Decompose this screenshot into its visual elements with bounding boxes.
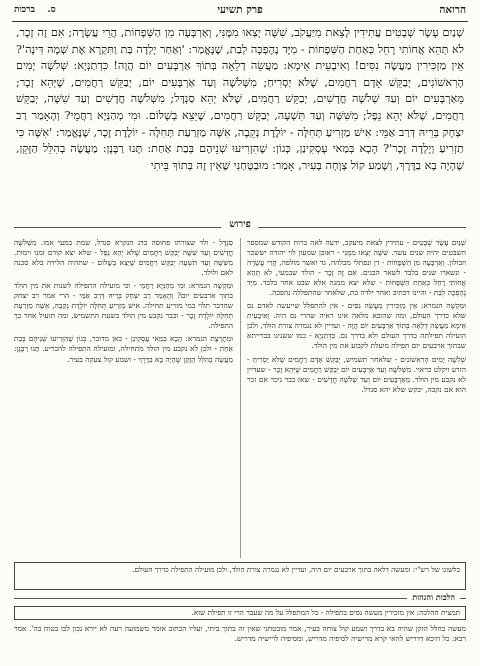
commentary-column-right (247, 238, 466, 560)
hagaha-text: מעשה בהלל הזקן שהיה בא בדרך ושמע קול צוחה בעיר, אמר מובטחני שאין זה בתוך ביתי, ועליו הכתוב אומר משמועה רעה לא יירא נכון לבו בטוח בה'. אמר רבא: כל היכא דדריש להאי קרא מרישיה לסיפיה מדריש, ומסיפיה לרישיה מדריש. (14, 624, 466, 643)
hagaha-header (14, 592, 466, 605)
commentary-divider (14, 219, 466, 235)
commentary-paragraph: שְׁנַיִם עָשָׂר שְׁבָטִים - עתידין לצאת מיעקב, ידעה לאה ברוח הקודש שמספר השבטים יהיה שנים עשר. שִׁשָּׁה יָצְאוּ מִמֶּנִּי - ראובן שמעון לוי יהודה יששכר וזבולון. וְאַרְבָּעָה מִן הַשְּׁפָחוֹת - דן ונפתלי מבלהה, גד ואשר מזלפה, הֲרֵי עֲשָׂרָה - ונשארו שנים בלבד לשאר הבנים. אִם זֶה זָכָר - הולד שבמעי, לֹא תְּהֵא אֲחוֹתִי רָחֵל כְּאַחַת הַשְּׁפָחוֹת - שלא יצא ממנה אלא שבט אחד בלבד. מִיָּד נֶהֶפְכָה לְבַת - והיינו דכתיב ואחר ילדה בת, שלאחר שהתפללה נהפכה. (247, 238, 466, 298)
header-rule (12, 21, 468, 22)
commentary-paragraph: וּמַקְשֶׁה הגמרא: אֵין מַזְכִּירִין מַעֲשֵׂה נִסִּים - אין להתפלל שייעשה לאדם נס שלא כדרך העולם, ומה שהובא מלאה אינו ראיה שהרי נס היה. וְאִיבָעֵית אֵימָא מַעֲשֵׂה דְלֵאָה בְּתוֹךְ אַרְבָּעִים יוֹם הֲוָה - ועדיין לא נגמרה צורת הולד, ולכן הועילה תפילתה כדרך העולם ולא בדרך נס. כִּדְתַנְיָא - כמו ששנינו בברייתא שבתוך ארבעים יום תפילה מועלת לקבוע את מין הולד. (247, 301, 466, 351)
main-text: שְׁנַיִם עָשָׂר שְׁבָטִים עֲתִידִין לָצֵאת מִיַּעֲקֹב, שִׁשָּׁה יָצְאוּ מִמֶּנִּי, וְאַרְבָּעָה מִן הַשְּׁפָחוֹת, הֲרֵי עֲשָׂרָה; אִם זֶה זָכָר, לֹא תְּהֵא אֲחוֹתִי רָחֵל כְּאַחַת הַשְּׁפָחוֹת - מִיָּד נֶהֶפְכָה לְבַת, שֶׁנֶּאֱמַר: 'וְאַחַר יָלְדָה בַּת וַתִּקְרָא אֶת שְׁמָהּ דִּינָה'? אֵין מַזְכִּירִין מַעֲשֶׂה נִסִּים! וְאִיבָעֵית אֵימָא: מַעֲשֵׂה דְלֵאָה בְּתוֹךְ אַרְבָּעִים יוֹם הֲוָה! כִּדְתַנְיָא: שְׁלֹשָׁה יָמִים הָרִאשׁוֹנִים, יְבַקֵּשׁ אָדָם רַחֲמִים, שֶׁלֹּא יַסְרִיחַ; מִשְּׁלֹשָׁה וְעַד אַרְבָּעִים יוֹם, יְבַקֵּשׁ רַחֲמִים, שֶׁיְּהֵא זָכָר; מֵאַרְבָּעִים יוֹם וְעַד שְׁלֹשָׁה חֳדָשִׁים, יְבַקֵּשׁ רַחֲמִים, שֶׁלֹּא יְהֵא סַנְדָּל; מִשְּׁלֹשָׁה חֳדָשִׁים וְעַד שִׁשָּׁה, יְבַקֵּשׁ רַחֲמִים, שֶׁלֹּא יְהֵא נֵפֶל; מִשִּׁשָּׁה וְעַד תִּשְׁעָה, יְבַקֵּשׁ רַחֲמִים, שֶׁיֵּצֵא בְשָׁלוֹם. וּמִי מְהַנְּיָא רַחֲמֵי? וְהָאָמַר רַב יִצְחָק בְּרֵיהּ דְּרַב אַמֵּי: אִישׁ מַזְרִיעַ תְּחִלָּה - יוֹלֶדֶת נְקֵבָה, אִשָּׁה מַזְרַעַת תְּחִלָּה - יוֹלֶדֶת זָכָר, שֶׁנֶּאֱמַר: 'אִשָּׁה כִּי תַזְרִיעַ וְיָלְדָה זָכָר'? הָכָא בְּמַאי עָסְקִינַן, כְּגוֹן: שֶׁהִזְרִיעוּ שְׁנֵיהֶם בְּבַת אַחַת: תָּנוּ רַבָּנָן: מַעֲשֶׂה בְהִלֵּל הַזָּקֵן, שֶׁהָיָה בָא בַדֶּרֶךְ, וְשָׁמַע קוֹל צְוָחָה בָּעִיר, אָמַר: מוּבְטָחַנִי שֶׁאֵין זֶה בְּתוֹךְ בֵּיתִי (16, 26, 464, 172)
hagaha-summary-box: תמצית ההלכה: אין מזכירין מעשה נסים בתפילה - כל המתפלל על מה שעבר הרי זו תפילת שוא. (14, 606, 466, 620)
commentary-title: פירוש (221, 219, 258, 230)
page-number (14, 4, 56, 15)
commentary-column-left (14, 238, 233, 560)
chapter-title: פרק תשיעי (217, 4, 263, 16)
section-title: הרואה (439, 4, 466, 16)
commentary-paragraph: סַנְדָּל - ולד שצורתו פחוסה כדג הנקרא סנדל, שמת במעי אמו. מִשְּׁלֹשָׁה חֳדָשִׁים וְעַד שִׁשָּׁה יְבַקֵּשׁ רַחֲמִים שֶׁלֹּא יְהֵא נֵפֶל - שלא יצא קודם זמנו וימות. מִשִּׁשָּׁה וְעַד תִּשְׁעָה יְבַקֵּשׁ רַחֲמִים שֶׁיֵּצֵא בְשָׁלוֹם - שתהיה הלידה בלא סכנה לאם ולולד. (14, 238, 233, 278)
boxed-note: בלשונו של רש"י: ומעשה דלאה בתוך ארבעים יום היה, ועדיין לא נגמרה צורת הולד, ולכן מועילה התפילה כדרך העולם. (14, 562, 466, 590)
tractate-title: ברכות (14, 5, 35, 15)
hagaha-line (14, 598, 466, 599)
page-label: ס. (47, 5, 56, 15)
column-separator (240, 238, 241, 558)
hagaha-title: הלכות והגהות (407, 592, 460, 602)
commentary-paragraph: שְׁלֹשָׁה יָמִים הָרִאשׁוֹנִים - שלאחר תשמיש, יְבַקֵּשׁ אָדָם רַחֲמִים שֶׁלֹּא יַסְרִיחַ - הזרע ויקלט כראוי. מִשְּׁלֹשָׁה וְעַד אַרְבָּעִים יוֹם יְבַקֵּשׁ רַחֲמִים שֶׁיְּהֵא זָכָר - שעדיין לא נקבע מין הולד. מֵאַרְבָּעִים יוֹם וְעַד שְׁלֹשָׁה חֳדָשִׁים - שאז כבר ניכר אם זכר הוא אם נקבה, יבקש שלא יהא סנדל. (247, 354, 466, 394)
commentary-paragraph: וּמְתָרֶצֶת הגמרא: הָכָא בְּמַאי עָסְקִינַן - כאן מדובר, כְּגוֹן שֶׁהִזְרִיעוּ שְׁנֵיהֶם בְּבַת אַחַת - ולכן לא נקבע מין הולד מתחילה, ומועילה התפילה להכריע. תָּנוּ רַבָּנָן: מַעֲשֶׂה בְהִלֵּל הַזָּקֵן שֶׁהָיָה בָא בַדֶּרֶךְ - ושמע קול צעקה בעיר. (14, 334, 233, 364)
page-header (14, 4, 466, 20)
commentary-paragraph: וּמַקְשֶׁה הגמרא: וּמִי מְהַנְּיָא רַחֲמֵי - וכי מועילה התפילה לשנות את מין הולד בתוך ארבעים יום? וְהָאָמַר רַב יִצְחָק בְּרֵיהּ דְּרַב אַמֵּי - הרי אמר רב יצחק שהדבר תלוי במי מזריע תחילה. אִישׁ מַזְרִיעַ תְּחִלָּה יוֹלֶדֶת נְקֵבָה, אִשָּׁה מַזְרַעַת תְּחִלָּה יוֹלֶדֶת זָכָר - וכבר נקבע מין הולד בשעת התשמיש, ומה תועיל אחר כך התפילה. (14, 281, 233, 331)
